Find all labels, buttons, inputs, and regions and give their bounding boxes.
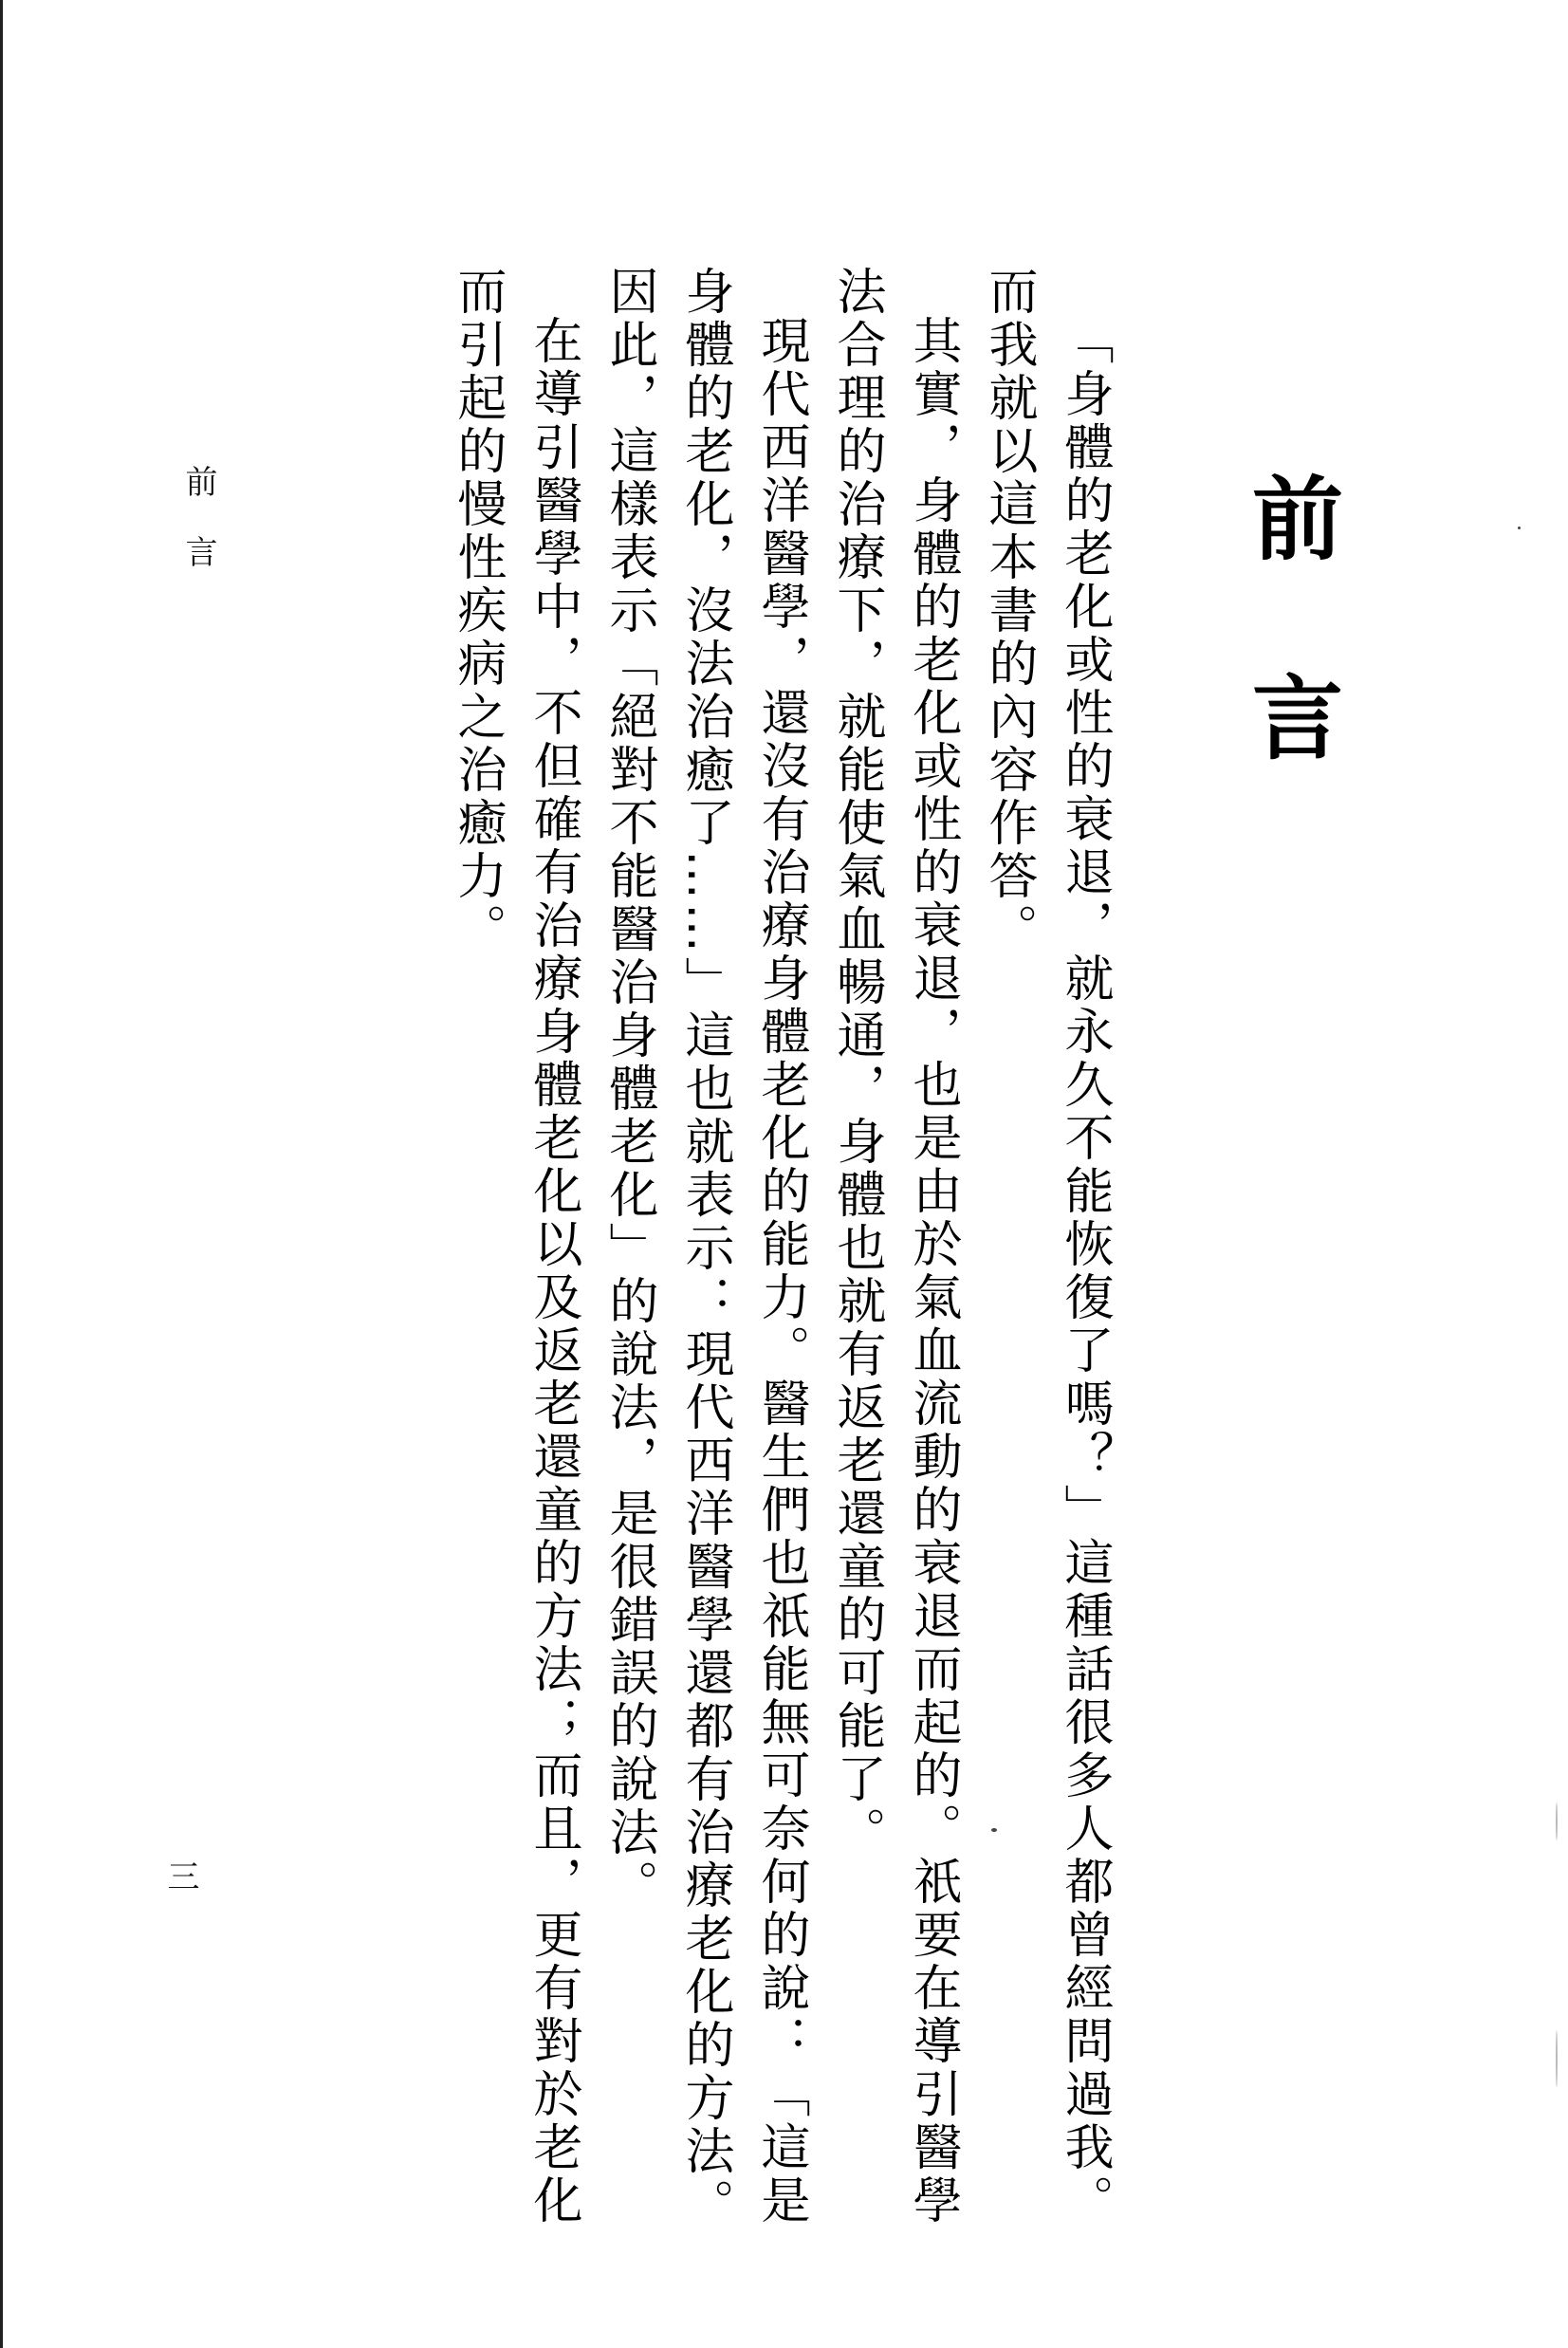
title-char-1: 前 (1252, 466, 1343, 573)
title-char-2: 言 (1252, 665, 1343, 772)
paragraph-1: 「身體的老化或性的衰退，就永久不能恢復了嗎？」這種話很多人都曾經問過我。而我就以這本書的內容作答。 (980, 266, 1113, 2228)
scan-speck (1556, 2030, 1558, 2087)
paragraph-3: 現代西洋醫學，還沒有治療身體老化的能力。醫生們也祇能無可奈何的說：「這是身體的老化，沒法治癒了……」這也就表示：現代西洋醫學還都有治療老化的方法。因此，這樣表示「絕對不能醫治身體老化」的說法，是很錯誤的說法。 (600, 266, 809, 2231)
page-number: 三 (161, 1859, 199, 1892)
paragraph-2: 其實，身體的老化或性的衰退，也是由於氣血流動的衰退而起的。祇要在導引醫學法合理的治療下，就能使氣血暢通，身體也就有返老還童的可能了。 (828, 266, 961, 2228)
scan-speck (1556, 1803, 1558, 1840)
running-head: 前言 (179, 465, 217, 605)
scan-speck (991, 1828, 997, 1832)
page-edge (0, 0, 3, 2348)
paragraph-4: 在導引醫學中，不但確有治療身體老化以及返老還童的方法；而且，更有對於老化而引起的慢性疾病之治癒力。 (449, 266, 581, 2228)
scan-speck (1518, 527, 1521, 529)
body-text (439, 266, 1122, 2258)
